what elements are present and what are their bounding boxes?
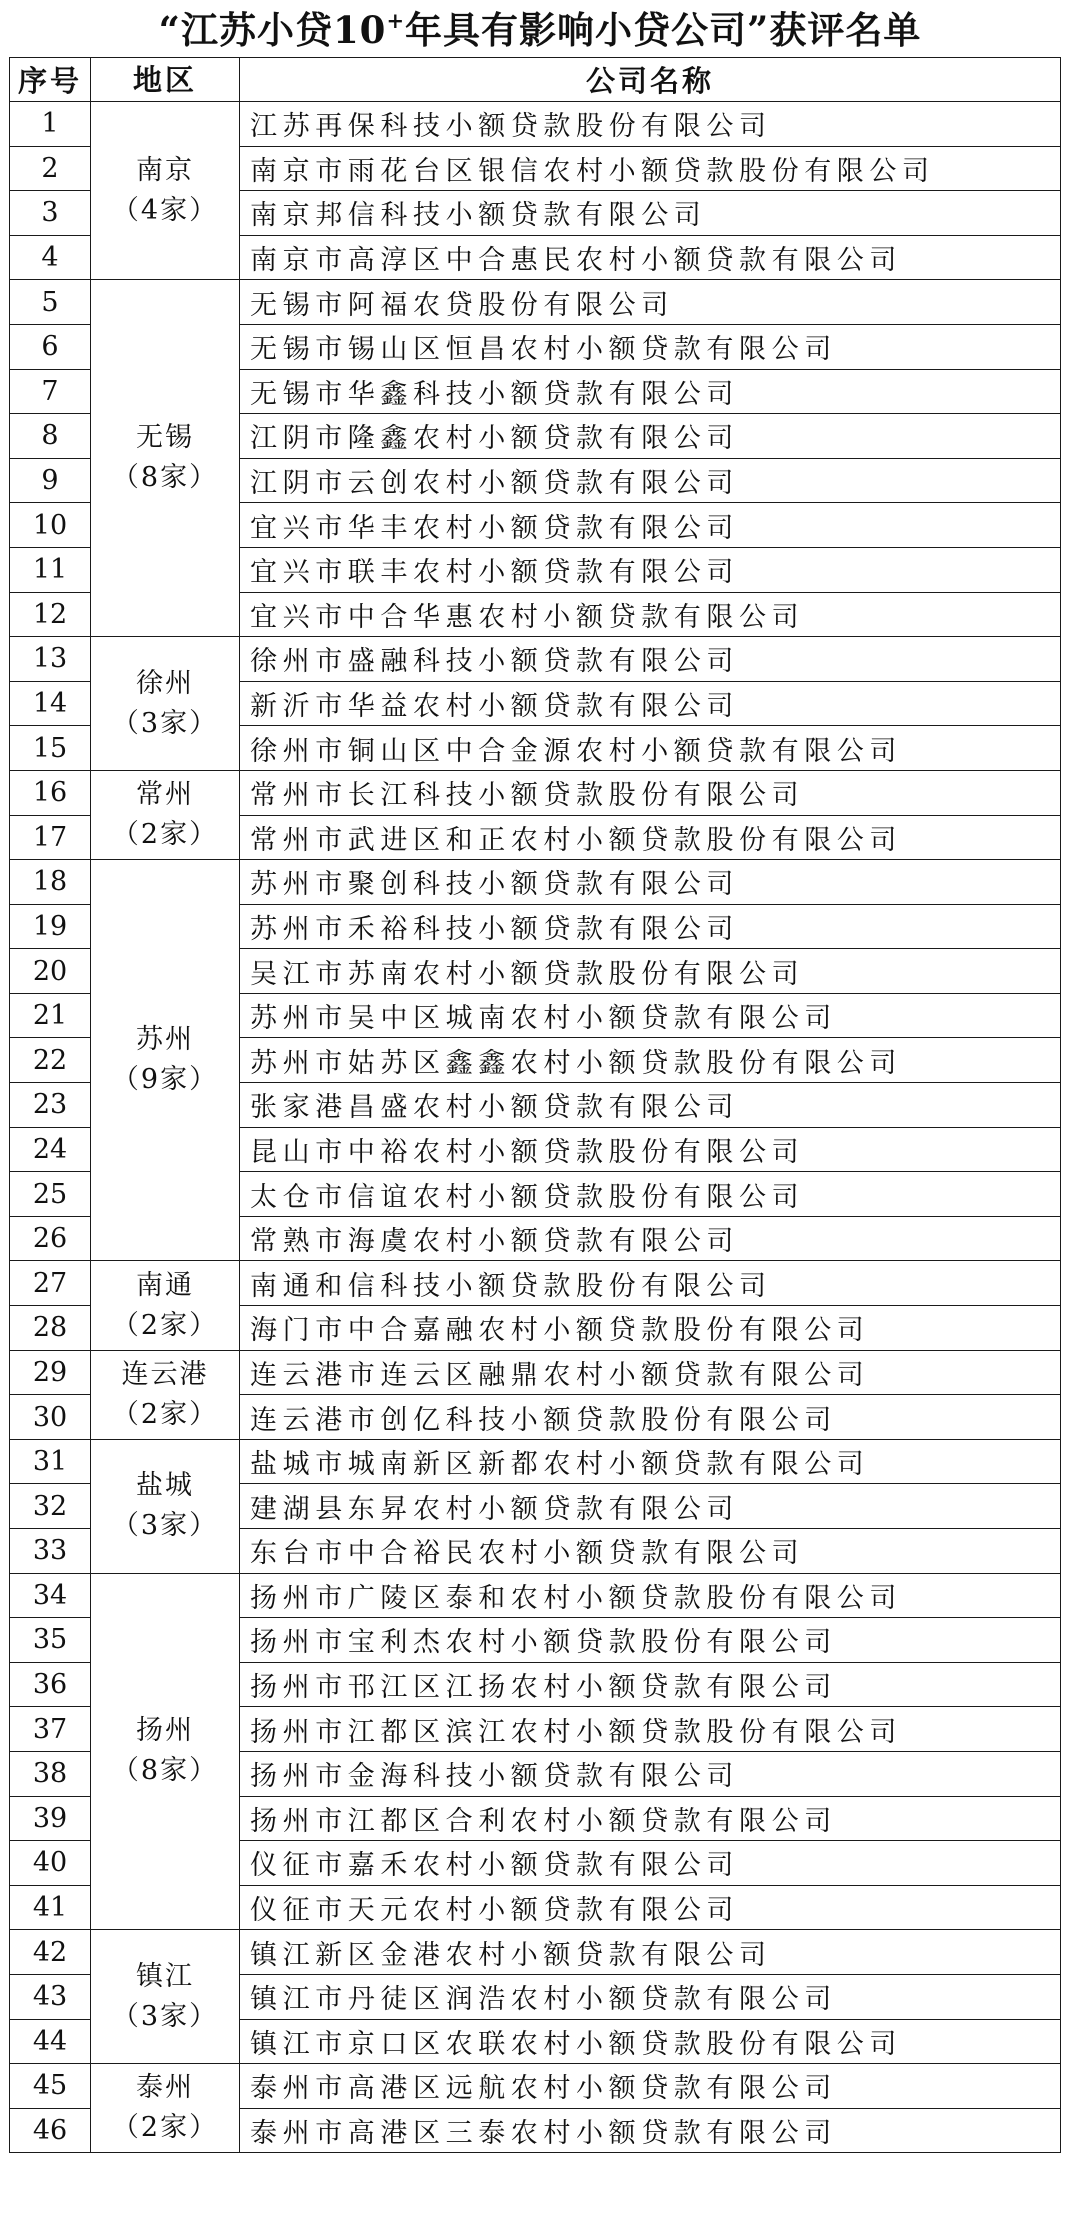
row-number: 18 [10,860,91,905]
row-number: 16 [10,770,91,815]
region-cell [91,1350,240,1439]
region-count: （8家） [111,1755,219,1787]
header-region: 地区 [91,58,240,102]
row-number: 25 [10,1172,91,1217]
region-name: 徐州 [136,667,194,699]
row-number: 26 [10,1216,91,1261]
row-number: 45 [10,2064,91,2109]
row-number: 40 [10,1841,91,1886]
row-number: 11 [10,547,91,592]
company-name: 南京邦信科技小额贷款有限公司 [240,191,1061,236]
company-name: 扬州市江都区合利农村小额贷款有限公司 [240,1796,1061,1841]
company-name: 无锡市阿福农贷股份有限公司 [240,280,1061,325]
company-name: 苏州市聚创科技小额贷款有限公司 [240,860,1061,905]
region-cell [91,860,240,1261]
row-number: 24 [10,1127,91,1172]
company-name: 常熟市海虞农村小额贷款有限公司 [240,1216,1061,1261]
region-name: 盐城 [136,1470,194,1502]
row-number: 31 [10,1439,91,1484]
company-name: 张家港昌盛农村小额贷款有限公司 [240,1083,1061,1128]
company-name: 扬州市江都区滨江农村小额贷款股份有限公司 [240,1707,1061,1752]
company-name: 江阴市云创农村小额贷款有限公司 [240,458,1061,503]
row-number: 41 [10,1885,91,1930]
company-name: 江阴市隆鑫农村小额贷款有限公司 [240,414,1061,459]
company-name: 苏州市吴中区城南农村小额贷款有限公司 [240,993,1061,1038]
row-number: 23 [10,1083,91,1128]
row-number: 17 [10,815,91,860]
row-number: 27 [10,1261,91,1306]
table-row [10,1573,1061,1618]
region-cell [91,1439,240,1573]
region-cell [91,102,240,280]
region-name: 泰州 [136,2072,194,2104]
company-list-table [9,57,1061,2153]
row-number: 7 [10,369,91,414]
region-count: （8家） [111,462,219,494]
page-title [0,4,1080,56]
region-count: （2家） [111,2112,219,2144]
row-number: 3 [10,191,91,236]
company-name: 苏州市姑苏区鑫鑫农村小额贷款股份有限公司 [240,1038,1061,1083]
table-row [10,860,1061,905]
row-number: 21 [10,993,91,1038]
company-name: 盐城市城南新区新都农村小额贷款有限公司 [240,1439,1061,1484]
company-name: 南通和信科技小额贷款股份有限公司 [240,1261,1061,1306]
company-name: 仪征市天元农村小额贷款有限公司 [240,1885,1061,1930]
region-count: （2家） [111,1309,219,1341]
company-name: 仪征市嘉禾农村小额贷款有限公司 [240,1841,1061,1886]
company-name: 泰州市高港区远航农村小额贷款有限公司 [240,2064,1061,2109]
region-count: （2家） [111,1398,219,1430]
company-name: 连云港市连云区融鼎农村小额贷款有限公司 [240,1350,1061,1395]
company-name: 东台市中合裕民农村小额贷款有限公司 [240,1529,1061,1574]
row-number: 36 [10,1662,91,1707]
row-number: 6 [10,324,91,369]
row-number: 38 [10,1751,91,1796]
row-number: 12 [10,592,91,637]
row-number: 22 [10,1038,91,1083]
company-name: 无锡市锡山区恒昌农村小额贷款有限公司 [240,324,1061,369]
row-number: 37 [10,1707,91,1752]
row-number: 32 [10,1484,91,1529]
company-name: 新沂市华益农村小额贷款有限公司 [240,681,1061,726]
region-count: （9家） [111,1064,219,1096]
row-number: 39 [10,1796,91,1841]
region-name: 无锡 [136,422,194,454]
company-name: 镇江新区金港农村小额贷款有限公司 [240,1930,1061,1975]
header-company-name: 公司名称 [240,58,1061,102]
row-number: 14 [10,681,91,726]
table-row [10,1261,1061,1306]
row-number: 42 [10,1930,91,1975]
company-name: 徐州市铜山区中合金源农村小额贷款有限公司 [240,726,1061,771]
company-name: 宜兴市华丰农村小额贷款有限公司 [240,503,1061,548]
row-number: 20 [10,949,91,994]
table-row [10,770,1061,815]
table-row [10,2064,1061,2109]
company-name: 连云港市创亿科技小额贷款股份有限公司 [240,1395,1061,1440]
company-name: 镇江市京口区农联农村小额贷款股份有限公司 [240,2019,1061,2064]
row-number: 44 [10,2019,91,2064]
region-count: （2家） [111,819,219,850]
row-number: 5 [10,280,91,325]
title-superscript: + [386,8,406,33]
company-name: 江苏再保科技小额贷款股份有限公司 [240,102,1061,147]
region-name: 南京 [136,154,194,186]
company-name: 泰州市高港区三泰农村小额贷款有限公司 [240,2108,1061,2153]
row-number: 19 [10,904,91,949]
region-cell [91,1261,240,1350]
company-name: 扬州市金海科技小额贷款有限公司 [240,1751,1061,1796]
row-number: 2 [10,146,91,191]
region-cell [91,637,240,771]
region-cell [91,770,240,859]
row-number: 10 [10,503,91,548]
company-name: 徐州市盛融科技小额贷款有限公司 [240,637,1061,682]
region-name: 连云港 [121,1358,209,1390]
row-number: 13 [10,637,91,682]
region-cell [91,280,240,637]
row-number: 4 [10,235,91,280]
region-count: （4家） [111,194,219,226]
company-name: 常州市长江科技小额贷款股份有限公司 [240,770,1061,815]
company-name: 宜兴市联丰农村小额贷款有限公司 [240,547,1061,592]
region-cell [91,1573,240,1930]
table-header-row [10,58,1061,102]
company-name: 苏州市禾裕科技小额贷款有限公司 [240,904,1061,949]
region-count: （3家） [111,707,219,739]
title-prefix: “江苏小贷10 [158,8,387,52]
row-number: 34 [10,1573,91,1618]
row-number: 43 [10,1974,91,2019]
row-number: 29 [10,1350,91,1395]
region-count: （3家） [111,1510,219,1542]
table-row [10,102,1061,147]
region-cell [91,2064,240,2153]
company-name: 太仓市信谊农村小额贷款股份有限公司 [240,1172,1061,1217]
company-name: 南京市雨花台区银信农村小额贷款股份有限公司 [240,146,1061,191]
company-name: 宜兴市中合华惠农村小额贷款有限公司 [240,592,1061,637]
row-number: 28 [10,1306,91,1351]
region-cell [91,1930,240,2064]
company-name: 扬州市宝利杰农村小额贷款股份有限公司 [240,1618,1061,1663]
row-number: 15 [10,726,91,771]
region-name: 镇江 [136,1960,194,1992]
header-no: 序号 [10,58,91,102]
row-number: 1 [10,102,91,147]
row-number: 8 [10,414,91,459]
table-row [10,637,1061,682]
region-count: （3家） [111,2000,219,2032]
company-name: 南京市高淳区中合惠民农村小额贷款有限公司 [240,235,1061,280]
row-number: 35 [10,1618,91,1663]
table-row [10,1439,1061,1484]
company-name: 建湖县东昇农村小额贷款有限公司 [240,1484,1061,1529]
company-name: 镇江市丹徒区润浩农村小额贷款有限公司 [240,1974,1061,2019]
region-name: 扬州 [136,1715,194,1747]
company-name: 吴江市苏南农村小额贷款股份有限公司 [240,949,1061,994]
company-name: 扬州市邗江区江扬农村小额贷款有限公司 [240,1662,1061,1707]
company-name: 海门市中合嘉融农村小额贷款股份有限公司 [240,1306,1061,1351]
region-name: 苏州 [136,1024,194,1056]
region-name: 南通 [136,1269,194,1301]
company-name: 扬州市广陵区泰和农村小额贷款股份有限公司 [240,1573,1061,1618]
row-number: 46 [10,2108,91,2153]
company-name: 常州市武进区和正农村小额贷款股份有限公司 [240,815,1061,860]
company-name: 昆山市中裕农村小额贷款股份有限公司 [240,1127,1061,1172]
title-suffix: 年具有影响小贷公司”获评名单 [405,8,922,52]
table-row [10,1930,1061,1975]
row-number: 30 [10,1395,91,1440]
table-row [10,280,1061,325]
row-number: 33 [10,1529,91,1574]
table-row [10,1350,1061,1395]
region-name: 常州 [136,779,194,810]
row-number: 9 [10,458,91,503]
company-name: 无锡市华鑫科技小额贷款有限公司 [240,369,1061,414]
